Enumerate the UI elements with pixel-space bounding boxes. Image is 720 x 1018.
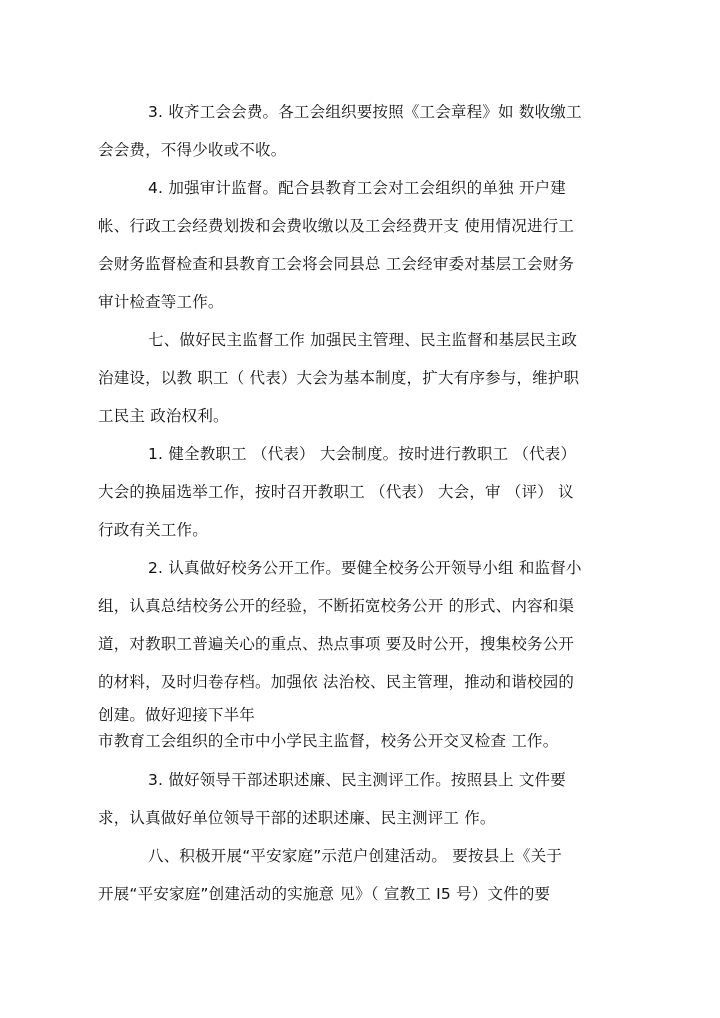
text-line: 大会的换届选举工作，按时召开教职工 （代表） 大会，审 （评） 议 (98, 483, 574, 501)
text-line: 治建设，以教 职工（ 代表）大会为基本制度，扩大有序参与，维护职 (98, 369, 580, 387)
text-line: 开展“平安家庭”创建活动的实施意 见》（ 宣教工 I5 号）文件的要 (98, 885, 551, 903)
text-line: 会会费，不得少收或不收。 (98, 141, 287, 159)
text-line: 3. 做好领导干部述职述廉、民主测评工作。按照县上 文件要 (148, 771, 566, 789)
text-line: 3. 收齐工会会费。各工会组织要按照《工会章程》如 数收缴工 (148, 103, 582, 121)
text-line: 组，认真总结校务公开的经验，不断拓宽校务公开 的形式、内容和渠 (98, 597, 575, 615)
text-line: 会财务监督检查和县教育工会将会同县总 工会经审委对基层工会财务 (98, 255, 575, 273)
text-line: 创建。做好迎接下半年 (98, 706, 256, 724)
text-line: 市教育工会组织的全市中小学民主监督，校务公开交叉检查 工作。 (98, 732, 559, 750)
text-line: 1. 健全教职工 （代表） 大会制度。按时进行教职工 （代表） (148, 445, 577, 463)
text-line: 工民主 政治权利。 (98, 407, 229, 425)
text-line: 的材料，及时归卷存档。加强依 法治校、民主管理，推动和谐校园的 (98, 673, 575, 691)
text-line: 求，认真做好单位领导干部的述职述廉、民主测评工 作。 (98, 809, 496, 827)
text-line: 道，对教职工普遍关心的重点、热点事项 要及时公开，搜集校务公开 (98, 635, 575, 653)
text-line: 2. 认真做好校务公开工作。要健全校务公开领导小组 和监督小 (148, 559, 582, 577)
text-line: 行政有关工作。 (98, 521, 208, 539)
text-line: 帐、行政工会经费划拨和会费收缴以及工会经费开支 使用情况进行工 (98, 217, 575, 235)
text-line: 4. 加强审计监督。配合县教育工会对工会组织的单独 开户建 (148, 179, 566, 197)
text-line: 审计检查等工作。 (98, 293, 224, 311)
text-line: 八、积极开展“平安家庭”示范户创建活动。 要按县上《关于 (148, 847, 563, 865)
text-line: 七、做好民主监督工作 加强民主管理、民主监督和基层民主政 (148, 331, 578, 349)
